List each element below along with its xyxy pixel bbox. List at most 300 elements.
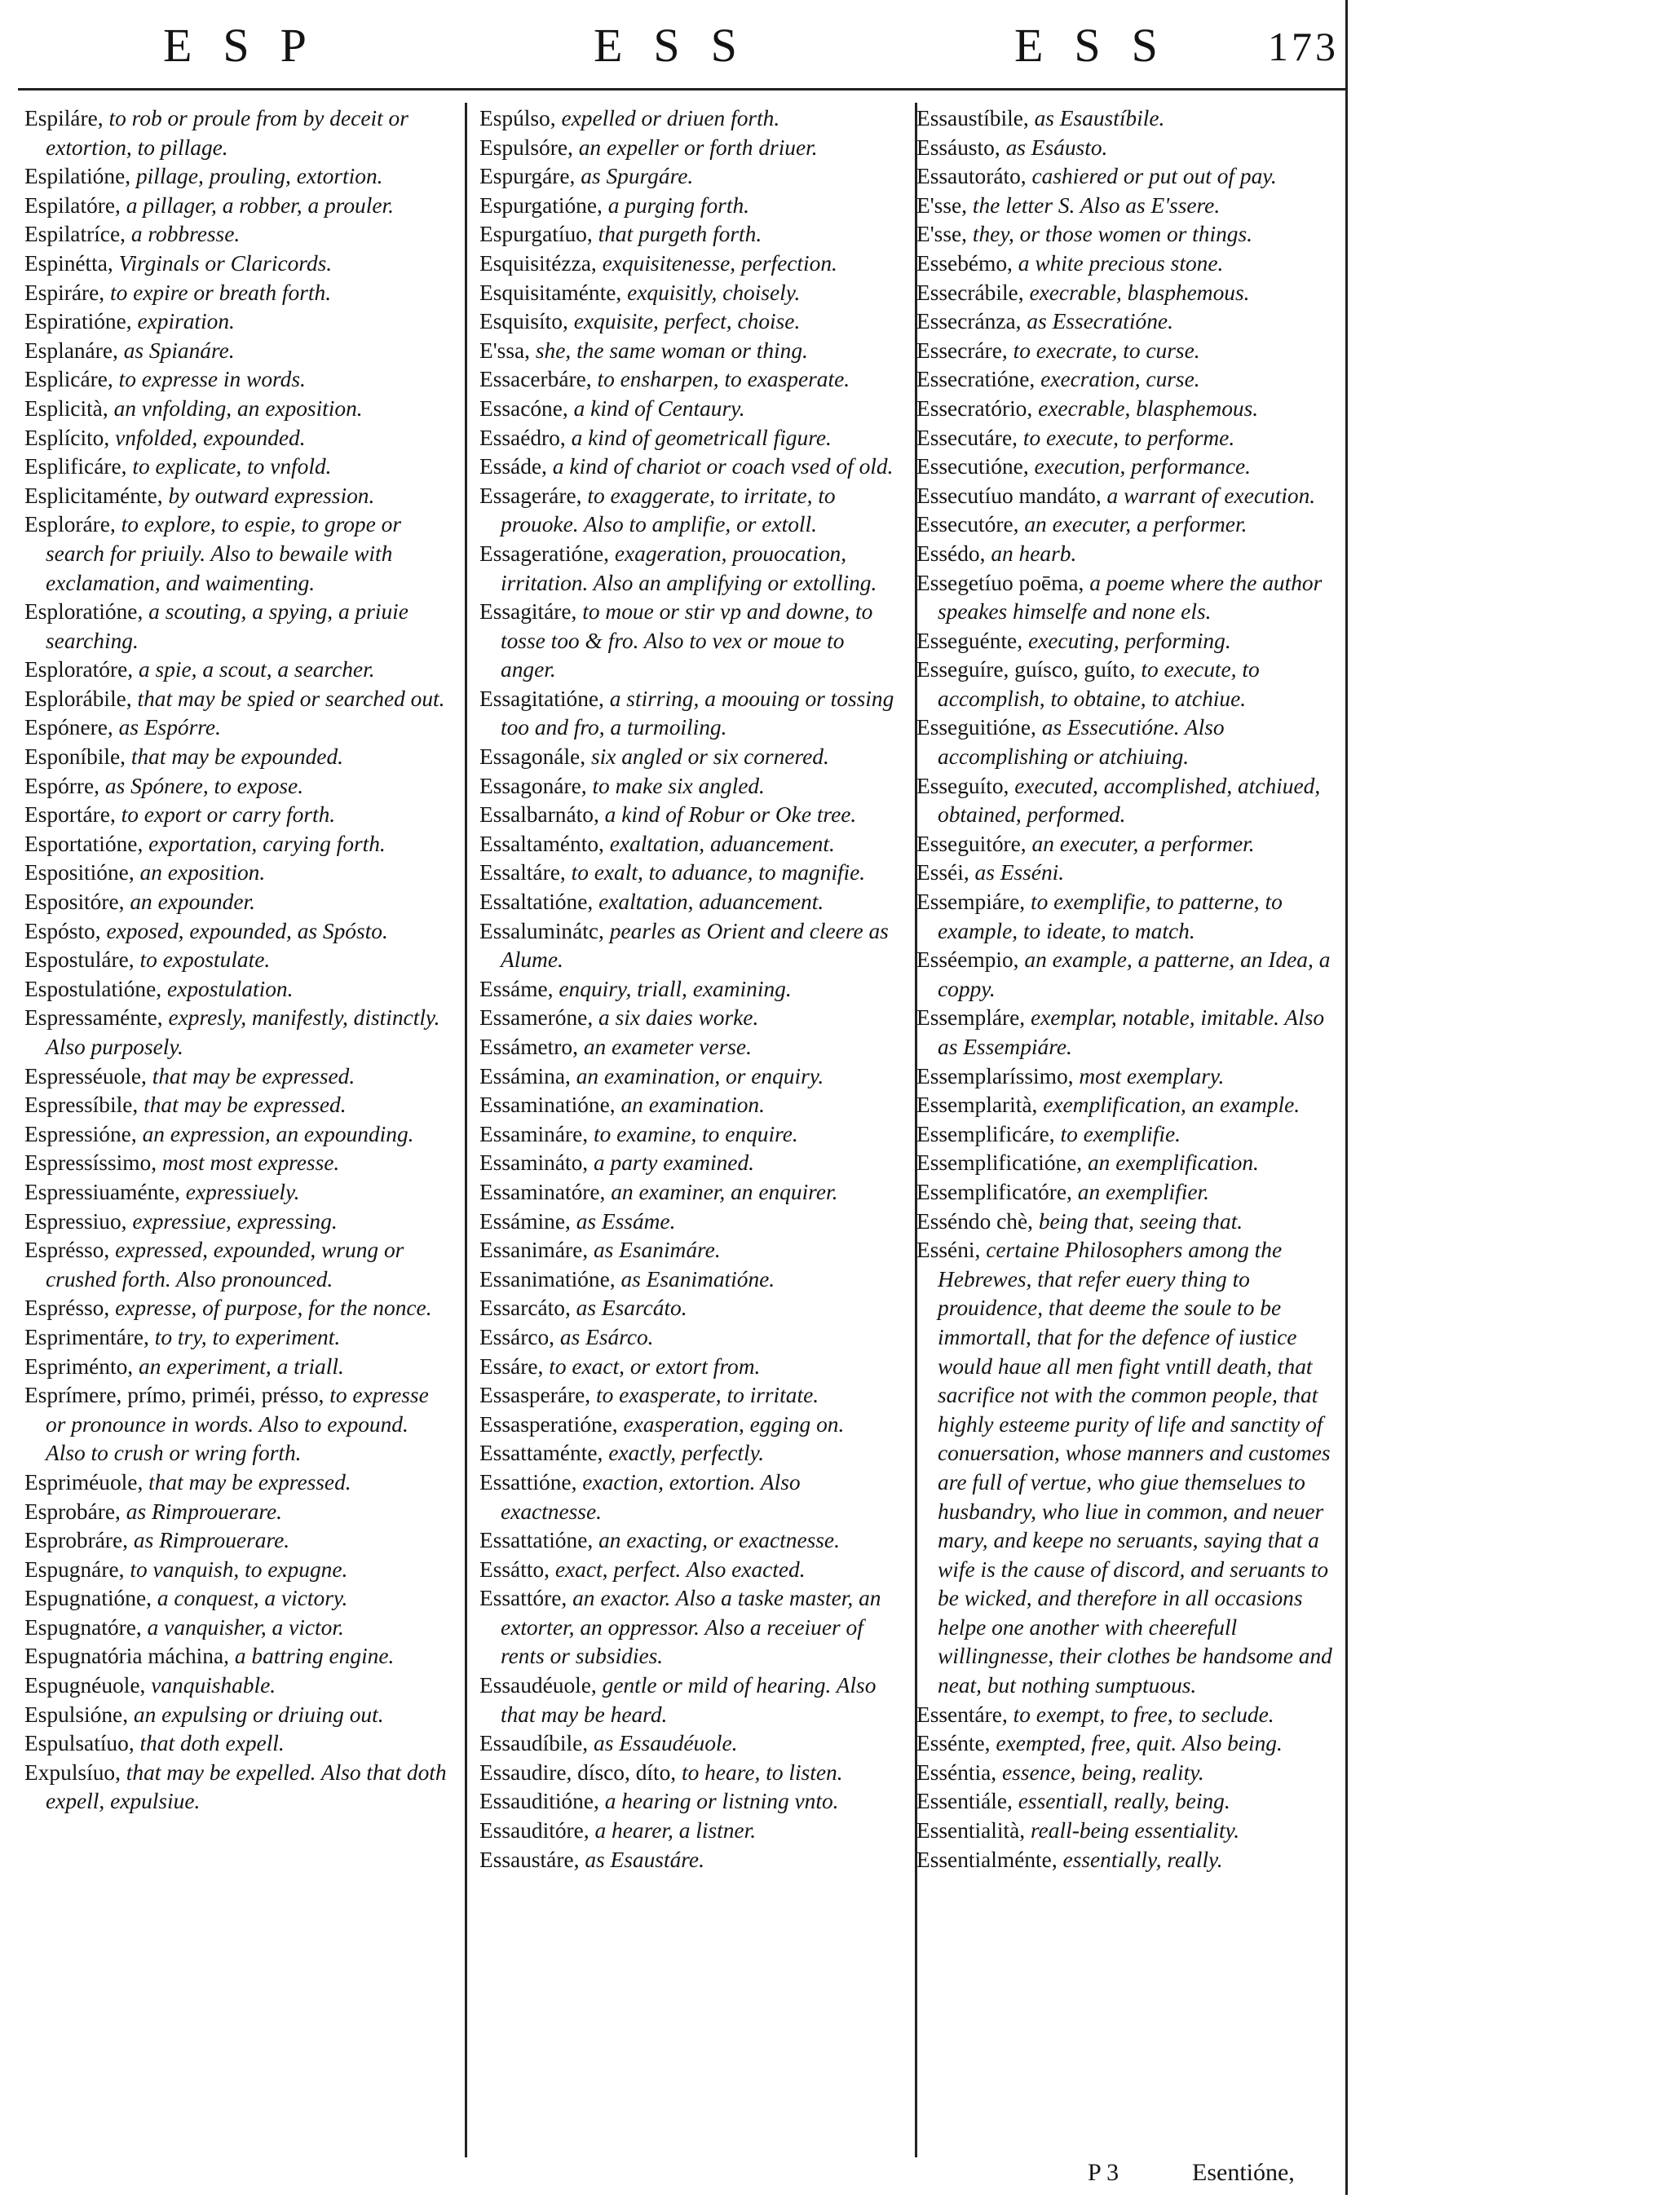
entry-headword: Espressiuaménte, (24, 1179, 180, 1204)
dictionary-entry (916, 1208, 1337, 1237)
dictionary-entry (24, 685, 448, 714)
entry-headword: Expulsíuo, (24, 1759, 121, 1785)
entry-definition: an expeller or forth driuer. (578, 135, 818, 160)
dictionary-entry (479, 743, 905, 772)
entry-headword: Esseguitióne, (916, 715, 1036, 740)
entry-headword: Esquisíto, (479, 309, 568, 334)
dictionary-entry (479, 1208, 905, 1237)
dictionary-entry (479, 1759, 905, 1788)
dictionary-entry (479, 1729, 905, 1759)
column-2 (479, 104, 905, 2159)
entry-headword: Essecutáre, (916, 425, 1018, 450)
entry-definition: she, the same woman or thing. (535, 338, 808, 363)
entry-definition: a stirring, a moouing or tossing too and fro, a turmoiling. (501, 686, 894, 740)
entry-headword: Espostulatióne, (24, 976, 162, 1001)
dictionary-entry (479, 830, 905, 859)
dictionary-entry (24, 1091, 448, 1120)
entry-headword: Esponíbile, (24, 744, 126, 770)
entry-headword: Esplorábile, (24, 686, 132, 711)
entry-headword: Essaltatióne, (479, 890, 594, 915)
dictionary-entry (916, 162, 1337, 192)
entry-headword: Essaudéuole, (479, 1673, 597, 1698)
dictionary-entry (916, 220, 1337, 249)
dictionary-entry (24, 1178, 448, 1208)
dictionary-entry (479, 1062, 905, 1092)
entry-definition: a white precious stone. (1018, 250, 1224, 276)
entry-definition: a kind of Robur or Oke tree. (604, 802, 857, 828)
entry-headword: Essautoráto, (916, 164, 1027, 189)
entry-headword: Espurgatióne, (479, 192, 603, 218)
dictionary-entry (479, 395, 905, 424)
entry-definition: exquisite, perfect, choise. (573, 309, 801, 334)
entry-headword: Espugnatóre, (24, 1614, 142, 1640)
entry-definition: exquisitenesse, perfection. (602, 250, 837, 276)
dictionary-entry (479, 1468, 905, 1526)
entry-headword: Essecrábile, (916, 280, 1024, 305)
entry-headword: Esseguénte, (916, 628, 1023, 653)
entry-definition: to expresse or pronounce in words. Also to expound. Also to crush or wring forth. (46, 1383, 429, 1466)
entry-headword: Essaminatióne, (479, 1093, 616, 1118)
entry-definition: expressiue, expressing. (132, 1208, 338, 1234)
entry-headword: E'ssa, (479, 338, 530, 363)
entry-definition: a conquest, a victory. (157, 1586, 348, 1611)
entry-headword: Essagonále, (479, 744, 586, 770)
dictionary-entry (479, 1381, 905, 1411)
dictionary-entry (24, 365, 448, 395)
dictionary-entry (479, 365, 905, 395)
entry-definition: an exemplifier. (1077, 1179, 1210, 1204)
entry-definition: exempted, free, quit. Also being. (996, 1731, 1283, 1756)
entry-headword: Essempiáre, (916, 890, 1026, 915)
entry-definition: that may be expelled. Also that doth expell, expulsiue. (46, 1759, 447, 1814)
header-rule (18, 88, 1345, 91)
entry-definition: a kind of chariot or coach vsed of old. (552, 454, 894, 479)
entry-headword: Essageratióne, (479, 541, 609, 566)
entry-definition: an examiner, an enquirer. (611, 1179, 838, 1204)
catchword: Esentióne, (1192, 2159, 1295, 2186)
entry-headword: Esprímere, prímo, priméi, présso, (24, 1383, 325, 1408)
entry-headword: Essaltaménto, (479, 831, 604, 856)
dictionary-entry (24, 859, 448, 888)
entry-definition: as Esarcáto. (576, 1296, 687, 1321)
entry-headword: Essemplificáre, (916, 1121, 1055, 1146)
entry-definition: an exemplification. (1087, 1150, 1259, 1176)
dictionary-entry (24, 975, 448, 1004)
entry-headword: Essáre, (479, 1353, 544, 1379)
entry-definition: a hearer, a listner. (594, 1818, 757, 1843)
entry-definition: to exaggerate, to irritate, to prouoke. Also to amplifie, or extoll. (501, 483, 836, 537)
entry-headword: Essentiále, (916, 1789, 1013, 1814)
entry-definition: as Esséni. (974, 860, 1065, 885)
entry-definition: to make six angled. (592, 773, 765, 798)
entry-headword: Essattaménte, (479, 1441, 603, 1466)
dictionary-entry (24, 424, 448, 453)
entry-headword: Esquisitaménte, (479, 280, 622, 305)
dictionary-entry (916, 1817, 1337, 1846)
entry-headword: Espórre, (24, 773, 100, 798)
entry-headword: Esquisitézza, (479, 250, 597, 276)
entry-definition: to exemplifie, to patterne, to example, to ideate, to match. (938, 890, 1283, 943)
entry-headword: Essaédro, (479, 425, 566, 450)
dictionary-entry (24, 1526, 448, 1556)
entry-headword: Essemplificatóre, (916, 1179, 1072, 1204)
dictionary-entry (479, 220, 905, 249)
entry-headword: Essáusto, (916, 135, 1000, 160)
entry-headword: Espressíbile, (24, 1093, 139, 1118)
entry-headword: Essecutióne, (916, 454, 1029, 479)
dictionary-entry (24, 1294, 448, 1323)
entry-headword: Espósto, (24, 918, 101, 943)
entry-headword: Esplanáre, (24, 338, 118, 363)
dictionary-entry (479, 598, 905, 685)
dictionary-entry (479, 134, 905, 163)
entry-headword: Essárco, (479, 1324, 555, 1349)
entry-definition: as Esáusto. (1005, 135, 1108, 160)
dictionary-entry (24, 1353, 448, 1382)
entry-definition: an exameter verse. (583, 1035, 752, 1059)
dictionary-entry (24, 1498, 448, 1527)
dictionary-entry (479, 1584, 905, 1671)
entry-headword: Espriméuole, (24, 1469, 144, 1495)
entry-headword: Essecratório, (916, 395, 1033, 421)
entry-headword: Essaltáre, (479, 860, 566, 885)
entry-headword: Esséntia, (916, 1759, 997, 1785)
entry-definition: being that, seeing that. (1038, 1208, 1243, 1234)
entry-headword: Espinétta, (24, 250, 113, 276)
dictionary-entry (479, 1846, 905, 1875)
entry-definition: exposed, expounded, as Spósto. (106, 918, 388, 943)
entry-definition: execution, performance. (1034, 454, 1251, 479)
entry-definition: executed, accomplished, atchiued, obtained, performed. (938, 773, 1321, 828)
entry-headword: Esprobráre, (24, 1528, 129, 1553)
dictionary-entry (24, 1208, 448, 1237)
dictionary-entry (916, 569, 1337, 627)
entry-headword: Espositóre, (24, 890, 125, 915)
entry-definition: as Spianáre. (123, 338, 235, 363)
dictionary-entry (479, 162, 905, 192)
dictionary-entry (24, 249, 448, 279)
dictionary-entry (479, 1265, 905, 1295)
entry-headword: Espónere, (24, 715, 113, 740)
entry-definition: exaltation, aduancement. (598, 890, 824, 915)
entry-headword: Essámetro, (479, 1035, 578, 1059)
entry-headword: Essátto, (479, 1556, 550, 1582)
entry-definition: cashiered or put out of pay. (1031, 164, 1277, 189)
dictionary-entry (24, 1614, 448, 1643)
entry-definition: expressiuely. (185, 1179, 300, 1204)
dictionary-entry (916, 772, 1337, 830)
dictionary-entry (479, 249, 905, 279)
dictionary-entry (479, 540, 905, 598)
dictionary-entry (916, 365, 1337, 395)
entry-headword: Essénte, (916, 1731, 991, 1756)
entry-definition: gentle or mild of hearing. Also that may be heard. (501, 1673, 877, 1727)
dictionary-entry (24, 1556, 448, 1585)
entry-headword: Essauditióne, (479, 1789, 599, 1814)
dictionary-entry (479, 859, 905, 888)
entry-definition: a vanquisher, a victor. (147, 1614, 344, 1640)
entry-headword: Espresséuole, (24, 1063, 147, 1088)
entry-headword: Essamináre, (479, 1121, 589, 1146)
entry-headword: Esplicitaménte, (24, 483, 163, 508)
entry-definition: exaction, extortion. Also exactnesse. (501, 1469, 801, 1524)
dictionary-entry (479, 337, 905, 366)
entry-definition: as Rimprouerare. (126, 1499, 282, 1524)
dictionary-entry (479, 192, 905, 221)
entry-headword: Essámine, (479, 1208, 571, 1234)
entry-definition: a poeme where the author speakes himselfe and none els. (938, 570, 1323, 625)
entry-definition: an expounder. (130, 890, 256, 915)
entry-definition: to explore, to espie, to grope or search for priuily. Also to bewaile with exclamation, and waimenting. (46, 512, 401, 595)
entry-definition: to exalt, to aduance, to magnifie. (571, 860, 866, 885)
entry-headword: Essecutóre, (916, 512, 1019, 537)
dictionary-entry (916, 482, 1337, 511)
entry-headword: Esploráre, (24, 512, 116, 537)
entry-headword: Essempláre, (916, 1005, 1026, 1031)
entry-definition: to expostulate. (139, 947, 271, 973)
entry-headword: Espilatióne, (24, 164, 131, 189)
entry-definition: to execute, to performe. (1022, 425, 1235, 450)
entry-headword: Espilatóre, (24, 192, 121, 218)
entry-definition: an expulsing or driuing out. (133, 1702, 384, 1727)
entry-headword: Essacóne, (479, 395, 568, 421)
entry-definition: as Essaudéuole. (594, 1731, 738, 1756)
entry-definition: a spie, a scout, a searcher. (138, 657, 375, 682)
entry-headword: Essecránza, (916, 309, 1022, 334)
entry-definition: a purging forth. (607, 192, 749, 218)
dictionary-entry (479, 1787, 905, 1817)
entry-headword: Esprésso, (24, 1238, 110, 1263)
entry-definition: expelled or driuen forth. (561, 106, 780, 130)
entry-definition: a kind of geometricall figure. (571, 425, 832, 450)
entry-definition: most most expresse. (161, 1150, 340, 1176)
entry-definition: an executer, a performer. (1031, 831, 1255, 856)
dictionary-entry (479, 104, 905, 134)
entry-headword: Espostuláre, (24, 947, 135, 973)
entry-definition: as Spónere, to expose. (104, 773, 304, 798)
entry-definition: an hearb. (991, 541, 1077, 566)
entry-headword: Essagitatióne, (479, 686, 604, 711)
dictionary-entry (916, 1729, 1337, 1759)
entry-definition: to expresse in words. (118, 367, 306, 392)
entry-headword: Espulsióne, (24, 1702, 129, 1727)
entry-definition: to rob or proule from by deceit or extortion, to pillage. (46, 106, 408, 160)
entry-headword: Espressíssimo, (24, 1150, 157, 1176)
entry-headword: E'sse, (916, 222, 967, 247)
dictionary-entry (916, 888, 1337, 946)
dictionary-entry (479, 1091, 905, 1120)
entry-definition: exact, perfect. Also exacted. (554, 1556, 806, 1582)
dictionary-entry (916, 1120, 1337, 1150)
dictionary-entry (24, 830, 448, 859)
entry-headword: Esportáre, (24, 802, 116, 828)
dictionary-entry (916, 1062, 1337, 1092)
dictionary-entry (479, 1671, 905, 1729)
dictionary-entry (24, 1120, 448, 1150)
entry-definition: exemplification, an example. (1043, 1093, 1301, 1118)
entry-definition: an expression, an expounding. (142, 1121, 414, 1146)
dictionary-entry (24, 1729, 448, 1759)
dictionary-entry (916, 1701, 1337, 1730)
right-border-rule (1345, 0, 1348, 2195)
entry-headword: Espiláre, (24, 106, 104, 130)
entry-headword: Esséempio, (916, 947, 1019, 973)
entry-headword: Espurgáre, (479, 164, 576, 189)
entry-definition: to moue or stir vp and downe, to tosse too & fro. Also to vex or moue to anger. (501, 599, 873, 682)
dictionary-entry (479, 975, 905, 1004)
entry-headword: Essentáre, (916, 1702, 1008, 1727)
entry-definition: enquiry, triall, examining. (559, 976, 792, 1001)
entry-definition: most exemplary. (1079, 1063, 1225, 1088)
entry-definition: a battring engine. (234, 1644, 395, 1669)
entry-headword: Espugnatória máchina, (24, 1644, 229, 1669)
page-footer (18, 2159, 1345, 2192)
dictionary-entry (916, 134, 1337, 163)
entry-headword: Essecratióne, (916, 367, 1036, 392)
header-left-word: ESP (163, 19, 338, 72)
entry-headword: Essecráre, (916, 338, 1008, 363)
entry-headword: Essaudire, dísco, díto, (479, 1759, 677, 1785)
dictionary-entry (24, 162, 448, 192)
entry-headword: Espúlso, (479, 106, 556, 130)
dictionary-entry (916, 192, 1337, 221)
entry-headword: Espurgatíuo, (479, 222, 593, 247)
dictionary-entry (24, 1381, 448, 1468)
entry-definition: an examination. (620, 1093, 765, 1118)
entry-definition: execrable, blasphemous. (1029, 280, 1250, 305)
entry-headword: Espilatríce, (24, 222, 126, 247)
entry-definition: to execute, to accomplish, to obtaine, to atchiue. (938, 657, 1260, 711)
entry-definition: an exactor. Also a taske master, an extorter, an oppressor. Also a receiuer of rents or subsidies. (501, 1586, 881, 1669)
entry-headword: Essattóre, (479, 1586, 567, 1611)
dictionary-entry (479, 1353, 905, 1382)
entry-definition: expresse, of purpose, for the nonce. (115, 1296, 432, 1321)
entry-headword: Esprobáre, (24, 1499, 121, 1524)
entry-definition: that may be expressed. (148, 1469, 351, 1495)
entry-definition: exactly, perfectly. (608, 1441, 765, 1466)
dictionary-entry (916, 424, 1337, 453)
dictionary-entry (24, 192, 448, 221)
dictionary-entry (916, 946, 1337, 1004)
dictionary-entry (916, 510, 1337, 540)
dictionary-entry (479, 1556, 905, 1585)
entry-definition: to expire or breath forth. (109, 280, 332, 305)
entry-definition: that may be spied or searched out. (137, 686, 445, 711)
entry-definition: as Esanimáre. (593, 1238, 721, 1263)
column-1 (24, 104, 448, 2159)
dictionary-entry (479, 453, 905, 482)
entry-definition: as Rimprouerare. (133, 1528, 290, 1553)
entry-definition: to try, to experiment. (154, 1324, 341, 1349)
dictionary-entry (479, 1294, 905, 1323)
entry-definition: as Esaustáre. (585, 1847, 704, 1872)
entry-headword: Esséi, (916, 860, 969, 885)
dictionary-entry (479, 1323, 905, 1353)
dictionary-entry (24, 713, 448, 743)
entry-definition: an experiment, a triall. (139, 1353, 344, 1379)
running-header (18, 0, 1345, 90)
entry-headword: Essasperatióne, (479, 1411, 618, 1437)
entry-headword: Esploratióne, (24, 599, 144, 625)
entry-definition: expiration. (137, 309, 235, 334)
entry-headword: Esprésso, (24, 1296, 110, 1321)
entry-headword: Essemplificatióne, (916, 1150, 1083, 1176)
dictionary-entry (916, 1178, 1337, 1208)
entry-headword: Essacerbáre, (479, 367, 592, 392)
entry-definition: certaine Philosophers among the Hebrewes, that refer euery thing to prouidence, that deeme the soule to be immortall, that for the defence of iustice would haue all men fight vntill death, that sacrifice not with the common people, that highly esteeme purity of life and sanctity of conuersation, whose manners and customes are full of vertue, who giue themselues to husbandry, who liue in common, and neuer mary, and keepe no seruants, saying that a wife is the cause of discord, and seruants to be wicked, and therefore in all occasions helpe one another with cheerefull willingnesse, their clothes be handsome and neat, but nothing sumptuous. (938, 1238, 1332, 1698)
dictionary-entry (916, 453, 1337, 482)
entry-definition: they, or those women or things. (972, 222, 1252, 247)
entry-definition: to exact, or extort from. (549, 1353, 761, 1379)
entry-definition: to execrate, to curse. (1013, 338, 1200, 363)
entry-definition: exaltation, aduancement. (609, 831, 835, 856)
dictionary-entry (24, 510, 448, 598)
entry-headword: Essattióne, (479, 1469, 577, 1495)
dictionary-entry (24, 1759, 448, 1817)
entry-definition: vanquishable. (151, 1673, 276, 1698)
entry-headword: Esseguíre, guísco, guíto, (916, 657, 1136, 682)
entry-definition: essentiall, really, being. (1018, 1789, 1230, 1814)
entry-definition: an example, a patterne, an Idea, a coppy. (938, 947, 1331, 1001)
entry-definition: six angled or six cornered. (590, 744, 829, 770)
entry-definition: that doth expell. (139, 1731, 285, 1756)
entry-headword: Essageráre, (479, 483, 582, 508)
entry-headword: Essaminatóre, (479, 1179, 606, 1204)
entry-headword: Espositióne, (24, 860, 135, 885)
dictionary-entry (916, 713, 1337, 771)
entry-definition: that may be expressed. (144, 1093, 347, 1118)
dictionary-entry (24, 888, 448, 917)
entry-headword: Essebémo, (916, 250, 1013, 276)
entry-definition: as Spurgáre. (581, 164, 694, 189)
dictionary-entry (24, 917, 448, 947)
entry-definition: a pillager, a robber, a prouler. (126, 192, 394, 218)
entry-headword: Essamináto, (479, 1150, 589, 1176)
dictionary-entry (24, 104, 448, 162)
entry-definition: exemplar, notable, imitable. Also as Essempiáre. (938, 1005, 1325, 1059)
entry-definition: vnfolded, expounded. (115, 425, 306, 450)
entry-definition: execrable, blasphemous. (1038, 395, 1259, 421)
entry-definition: exageration, prouocation, irritation. Also an amplifying or extolling. (501, 541, 877, 595)
entry-definition: to explicate, to vnfold. (132, 454, 332, 479)
entry-headword: Essanimatióne, (479, 1266, 616, 1291)
entry-headword: Essaudíbile, (479, 1731, 589, 1756)
entry-headword: Essaustíbile, (916, 106, 1029, 130)
entry-headword: Esplicità, (24, 395, 108, 421)
entry-definition: to exasperate, to irritate. (595, 1383, 819, 1408)
entry-definition: as Esanimatióne. (620, 1266, 775, 1291)
entry-headword: Esseguíto, (916, 773, 1009, 798)
entry-definition: an exposition. (139, 860, 266, 885)
entry-headword: Esprimentáre, (24, 1324, 149, 1349)
dictionary-entry (24, 337, 448, 366)
entry-definition: exquisitly, choisely. (627, 280, 801, 305)
entry-headword: Espiráre, (24, 280, 105, 305)
entry-headword: Esploratóre, (24, 657, 134, 682)
entry-definition: a hearing or listning vnto. (604, 1789, 839, 1814)
dictionary-entry (24, 1149, 448, 1178)
dictionary-entry (479, 685, 905, 743)
dictionary-entry (479, 888, 905, 917)
dictionary-entry (24, 772, 448, 801)
dictionary-entry (24, 395, 448, 424)
dictionary-entry (24, 453, 448, 482)
entry-definition: exasperation, egging on. (623, 1411, 845, 1437)
dictionary-entry (916, 1759, 1337, 1788)
entry-headword: Espressaménte, (24, 1005, 163, 1031)
entry-definition: to export or carry forth. (121, 802, 336, 828)
entry-definition: reall-being essentiality. (1030, 1818, 1240, 1843)
